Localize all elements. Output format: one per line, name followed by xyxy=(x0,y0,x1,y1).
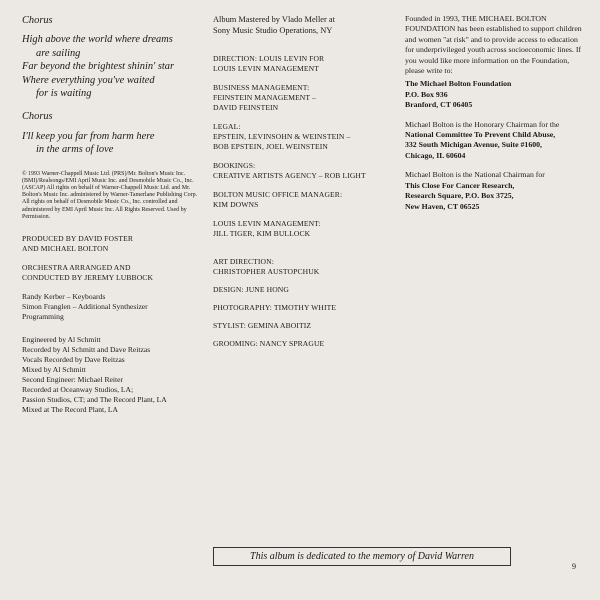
address-line: This Close For Cancer Research, xyxy=(405,180,515,190)
credit-line: Simon Franglen – Additional Synthesizer xyxy=(22,302,148,312)
credit-line: Engineered by Al Schmitt xyxy=(22,335,101,345)
art-credit-block xyxy=(213,321,393,331)
credit-line: PRODUCED BY DAVID FOSTER xyxy=(22,234,134,244)
address-line: Branford, CT 06405 xyxy=(405,100,473,110)
credit-line: BOOKINGS: xyxy=(213,161,256,170)
management-block xyxy=(213,54,393,74)
address-line: New Haven, CT 06525 xyxy=(405,201,480,211)
credit-line: FEINSTEIN MANAGEMENT – xyxy=(213,93,316,102)
dedication-box: This album is dedicated to the memory of David Warren xyxy=(213,547,511,566)
address-line: 332 South Michigan Avenue, Suite #1600, xyxy=(405,140,542,150)
management-block xyxy=(213,122,393,152)
lyric-line: Chorus xyxy=(22,111,53,123)
management-block xyxy=(213,161,393,181)
copyright-notice: © 1993 Warner-Chappell Music Ltd. (PRS)/Mr. Bolton's Music Inc. (BMI)/Realsongs/EMI April Music Inc. and Desmobile Music Co., Inc. (ASCAP) All rights on behalf of Warner-Chappell Music Ltd. and Mr. Bolton's Music Inc. administered by Warner-Tamerlane Publishing Corp. All rights on behalf of Desmobile Music Co., Inc. controlled and administered by EMI April Music Inc. All Rights Reserved. Used by Permission. xyxy=(22,170,198,220)
lyrics-block-b xyxy=(22,110,202,156)
credit-line: CREATIVE ARTISTS AGENCY – ROB LIGHT xyxy=(213,171,366,180)
credit-line: Mixed at The Record Plant, LA xyxy=(22,405,119,415)
credit-line: STYLIST: GEMINA ABOITIZ xyxy=(213,321,312,330)
lyric-line: I'll keep you far from harm here xyxy=(22,130,155,142)
art-credit-block xyxy=(213,257,393,277)
foundation-text: Founded in 1993, THE MICHAEL BOLTON FOUNDATION has been established to support children and women "at risk" and to provide access to education for underprivileged youth across socioeconomic lines. If you would like more information on the Foundation, please write to: xyxy=(405,14,582,76)
credit-line: LEGAL: xyxy=(213,122,241,131)
credit-line: AND MICHAEL BOLTON xyxy=(22,244,109,254)
credit-line: Programming xyxy=(22,312,64,322)
art-credits xyxy=(213,257,393,349)
credit-line: CONDUCTED BY JEREMY LUBBOCK xyxy=(22,273,154,283)
credit-line: KIM DOWNS xyxy=(213,200,259,209)
management-block xyxy=(213,219,393,239)
credit-line: ORCHESTRA ARRANGED AND xyxy=(22,263,131,273)
art-credit-block xyxy=(213,285,393,295)
lyric-line: High above the world where dreams xyxy=(22,34,173,46)
column-management-credits xyxy=(213,14,393,349)
credit-line: Second Engineer: Michael Reiter xyxy=(22,375,124,385)
lyrics-block-a xyxy=(22,14,202,100)
credit-line: DAVID FEINSTEIN xyxy=(213,103,279,112)
management-block xyxy=(213,190,393,210)
column-lyrics-credits xyxy=(22,14,202,415)
engineering-credits xyxy=(22,335,202,415)
address-line: National Committee To Prevent Child Abuse, xyxy=(405,130,556,140)
address-line: P.O. Box 936 xyxy=(405,89,448,99)
honorary-intro: Michael Bolton is the Honorary Chairman for the xyxy=(405,119,560,129)
credit-line: Album Mastered by Vlado Meller at xyxy=(213,15,335,24)
credit-line: LOUIS LEVIN MANAGEMENT: xyxy=(213,219,321,228)
credit-line: Passion Studios, CT; and The Record Plant, LA xyxy=(22,395,167,405)
management-block xyxy=(213,83,393,113)
credit-line: Sony Music Studio Operations, NY xyxy=(213,26,333,35)
credit-line: BOLTON MUSIC OFFICE MANAGER: xyxy=(213,190,343,199)
management-blocks xyxy=(213,54,393,239)
page-number: 9 xyxy=(572,562,576,571)
foundation-address xyxy=(405,79,583,110)
art-credit-block xyxy=(213,303,393,313)
mastering-credit xyxy=(213,14,393,36)
credit-line: EPSTEIN, LEVINSOHN & WEINSTEIN – xyxy=(213,132,351,141)
lyric-line: for is waiting xyxy=(36,88,92,100)
credit-line: DESIGN: JUNE HONG xyxy=(213,285,289,294)
art-credit-block xyxy=(213,339,393,349)
credit-line: LOUIS LEVIN MANAGEMENT xyxy=(213,64,319,73)
credit-line: CHRISTOPHER AUSTOPCHUK xyxy=(213,267,320,276)
address-line: The Michael Bolton Foundation xyxy=(405,79,512,89)
orchestra-credit xyxy=(22,263,202,283)
lyric-line: in the arms of love xyxy=(36,144,114,156)
lyric-line: Chorus xyxy=(22,15,53,26)
credit-line: JILL TIGER, KIM BULLOCK xyxy=(213,229,311,238)
credit-line: ART DIRECTION: xyxy=(213,257,274,266)
address-line: Research Square, P.O. Box 3725, xyxy=(405,191,514,201)
credit-line: BOB EPSTEIN, JOEL WEINSTEIN xyxy=(213,142,328,151)
address-line: Chicago, IL 60604 xyxy=(405,150,466,160)
lyric-line: are sailing xyxy=(36,47,81,59)
lyric-line: Where everything you've waited xyxy=(22,74,155,86)
credit-line: GROOMING: NANCY SPRAGUE xyxy=(213,339,325,348)
lyric-line: Far beyond the brightest shinin' star xyxy=(22,61,175,73)
national-address xyxy=(405,181,583,212)
credit-line: Recorded by Al Schmitt and Dave Reitzas xyxy=(22,345,151,355)
credit-line: Mixed by Al Schmitt xyxy=(22,365,86,375)
credit-line: Randy Kerber – Keyboards xyxy=(22,292,106,302)
column-foundation xyxy=(405,14,583,212)
national-intro: Michael Bolton is the National Chairman for xyxy=(405,170,545,180)
credit-line: Recorded at Oceanway Studios, LA; xyxy=(22,385,134,395)
credit-line: BUSINESS MANAGEMENT: xyxy=(213,83,310,92)
credit-line: Vocals Recorded by Dave Reitzas xyxy=(22,355,125,365)
honorary-address xyxy=(405,130,583,161)
producer-credit xyxy=(22,234,202,254)
credit-line: PHOTOGRAPHY: TIMOTHY WHITE xyxy=(213,303,337,312)
players-credit xyxy=(22,292,202,322)
credit-line: DIRECTION: LOUIS LEVIN FOR xyxy=(213,54,325,63)
